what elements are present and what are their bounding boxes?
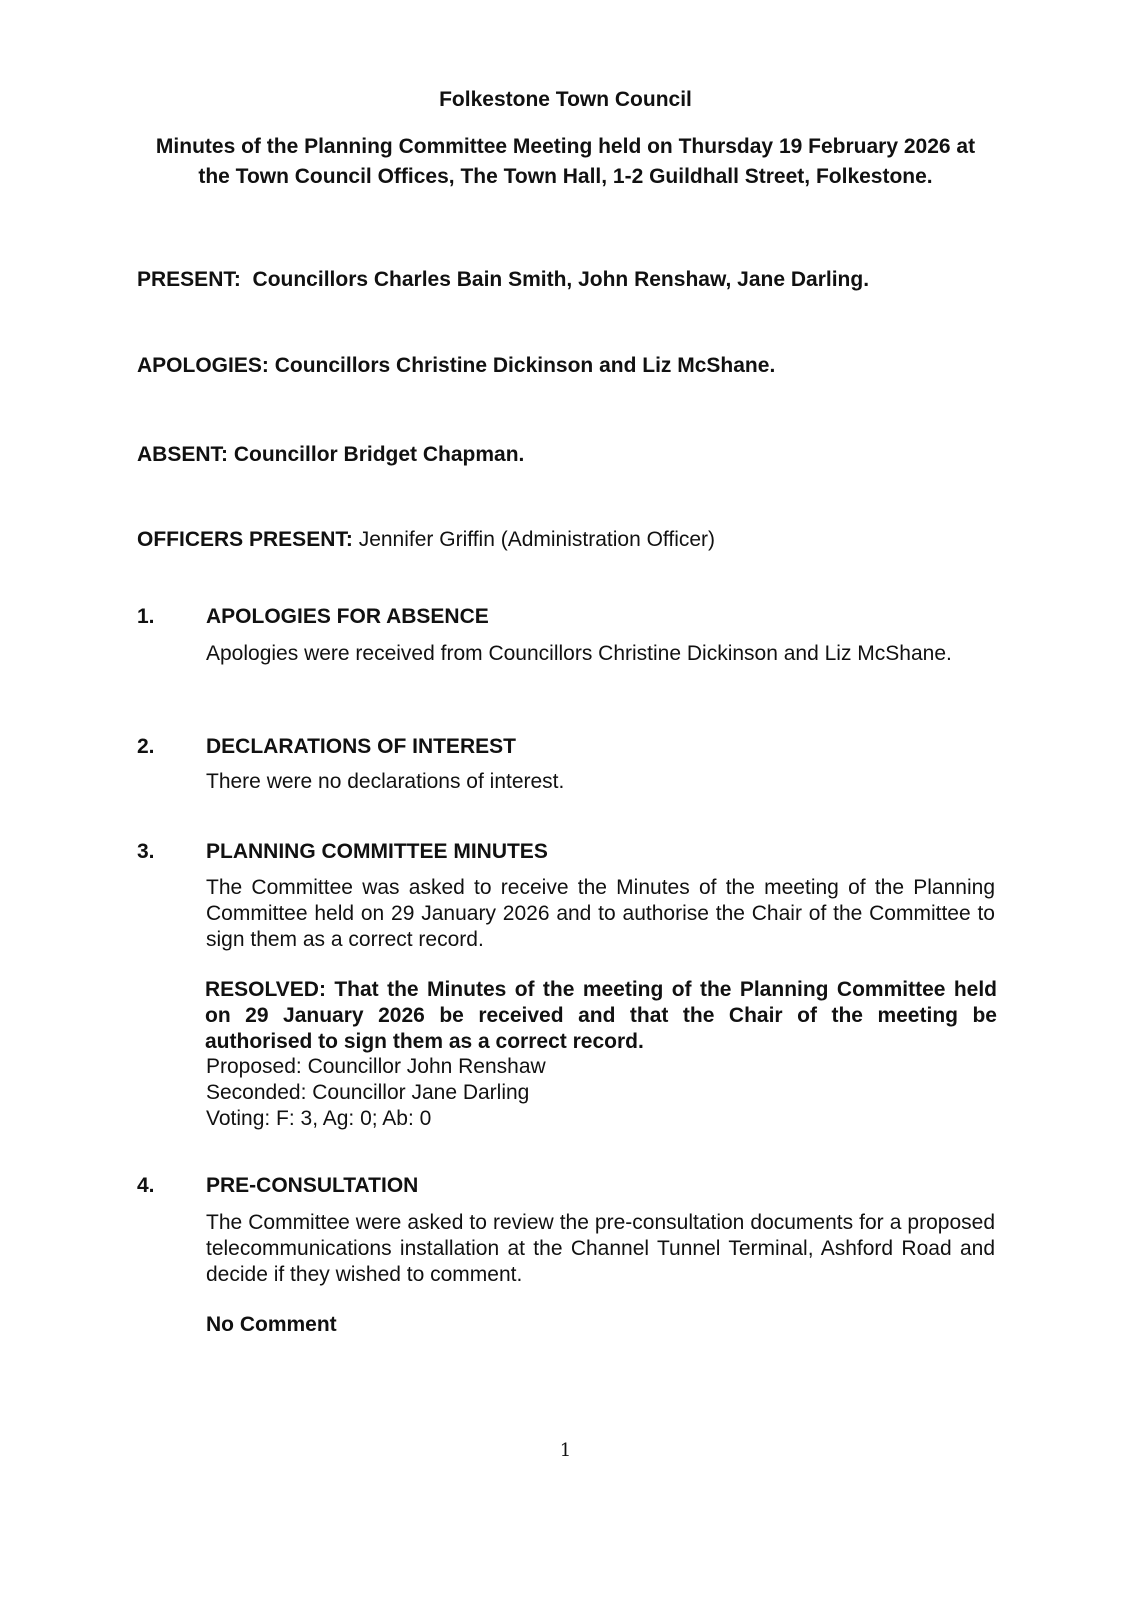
item-3-proposed: Proposed: Councillor John Renshaw	[206, 1055, 546, 1078]
officers-label: OFFICERS PRESENT:	[137, 528, 353, 551]
present-value: Councillors Charles Bain Smith, John Renshaw, Jane Darling.	[252, 268, 870, 291]
item-3-number: 3.	[137, 840, 155, 863]
item-4-body: The Committee were asked to review the pre-consultation documents for a proposed telecommunications installation at the Channel Tunnel Terminal, Ashford Road and decide if they wished to comment.	[206, 1211, 995, 1286]
absent-label: ABSENT:	[137, 443, 229, 466]
item-3-heading: PLANNING COMMITTEE MINUTES	[206, 840, 548, 863]
item-1-body: Apologies were received from Councillors Christine Dickinson and Liz McShane.	[206, 642, 952, 665]
apologies-line	[137, 354, 775, 378]
item-3-voting: Voting: F: 3, Ag: 0; Ab: 0	[206, 1107, 432, 1130]
officers-line	[137, 528, 715, 552]
item-1-number: 1.	[137, 605, 155, 628]
item-3-seconded: Seconded: Councillor Jane Darling	[206, 1081, 530, 1104]
item-2-heading: DECLARATIONS OF INTEREST	[206, 735, 516, 758]
item-3-body: The Committee was asked to receive the Minutes of the meeting of the Planning Committee held on 29 January 2026 and to authorise the Chair of the Committee to sign them as a correct record.	[206, 876, 995, 951]
item-2-body: There were no declarations of interest.	[206, 770, 565, 793]
item-1-heading: APOLOGIES FOR ABSENCE	[206, 605, 489, 628]
present-line	[137, 268, 869, 292]
item-4-outcome: No Comment	[206, 1313, 337, 1336]
council-name: Folkestone Town Council	[439, 88, 692, 111]
item-4-number: 4.	[137, 1174, 155, 1197]
item-2-number: 2.	[137, 735, 155, 758]
meeting-title: Minutes of the Planning Committee Meeting held on Thursday 19 February 2026 at the Town Council Offices, The Town Hall, 1-2 Guildhall Street, Folkestone.	[155, 135, 976, 188]
apologies-value: Councillors Christine Dickinson and Liz McShane.	[274, 354, 776, 377]
apologies-label: APOLOGIES:	[137, 354, 269, 377]
officers-value: Jennifer Griffin (Administration Officer)	[358, 528, 716, 551]
item-3-resolution: RESOLVED: That the Minutes of the meeting of the Planning Committee held on 29 January 2026 be received and that the Chair of the meeting be authorised to sign them as a correct record.	[205, 978, 997, 1053]
page-number: 1	[559, 1440, 572, 1461]
item-4-heading: PRE-CONSULTATION	[206, 1174, 419, 1197]
absent-value: Councillor Bridget Chapman.	[233, 443, 525, 466]
present-label: PRESENT:	[137, 268, 241, 291]
absent-line	[137, 443, 524, 467]
